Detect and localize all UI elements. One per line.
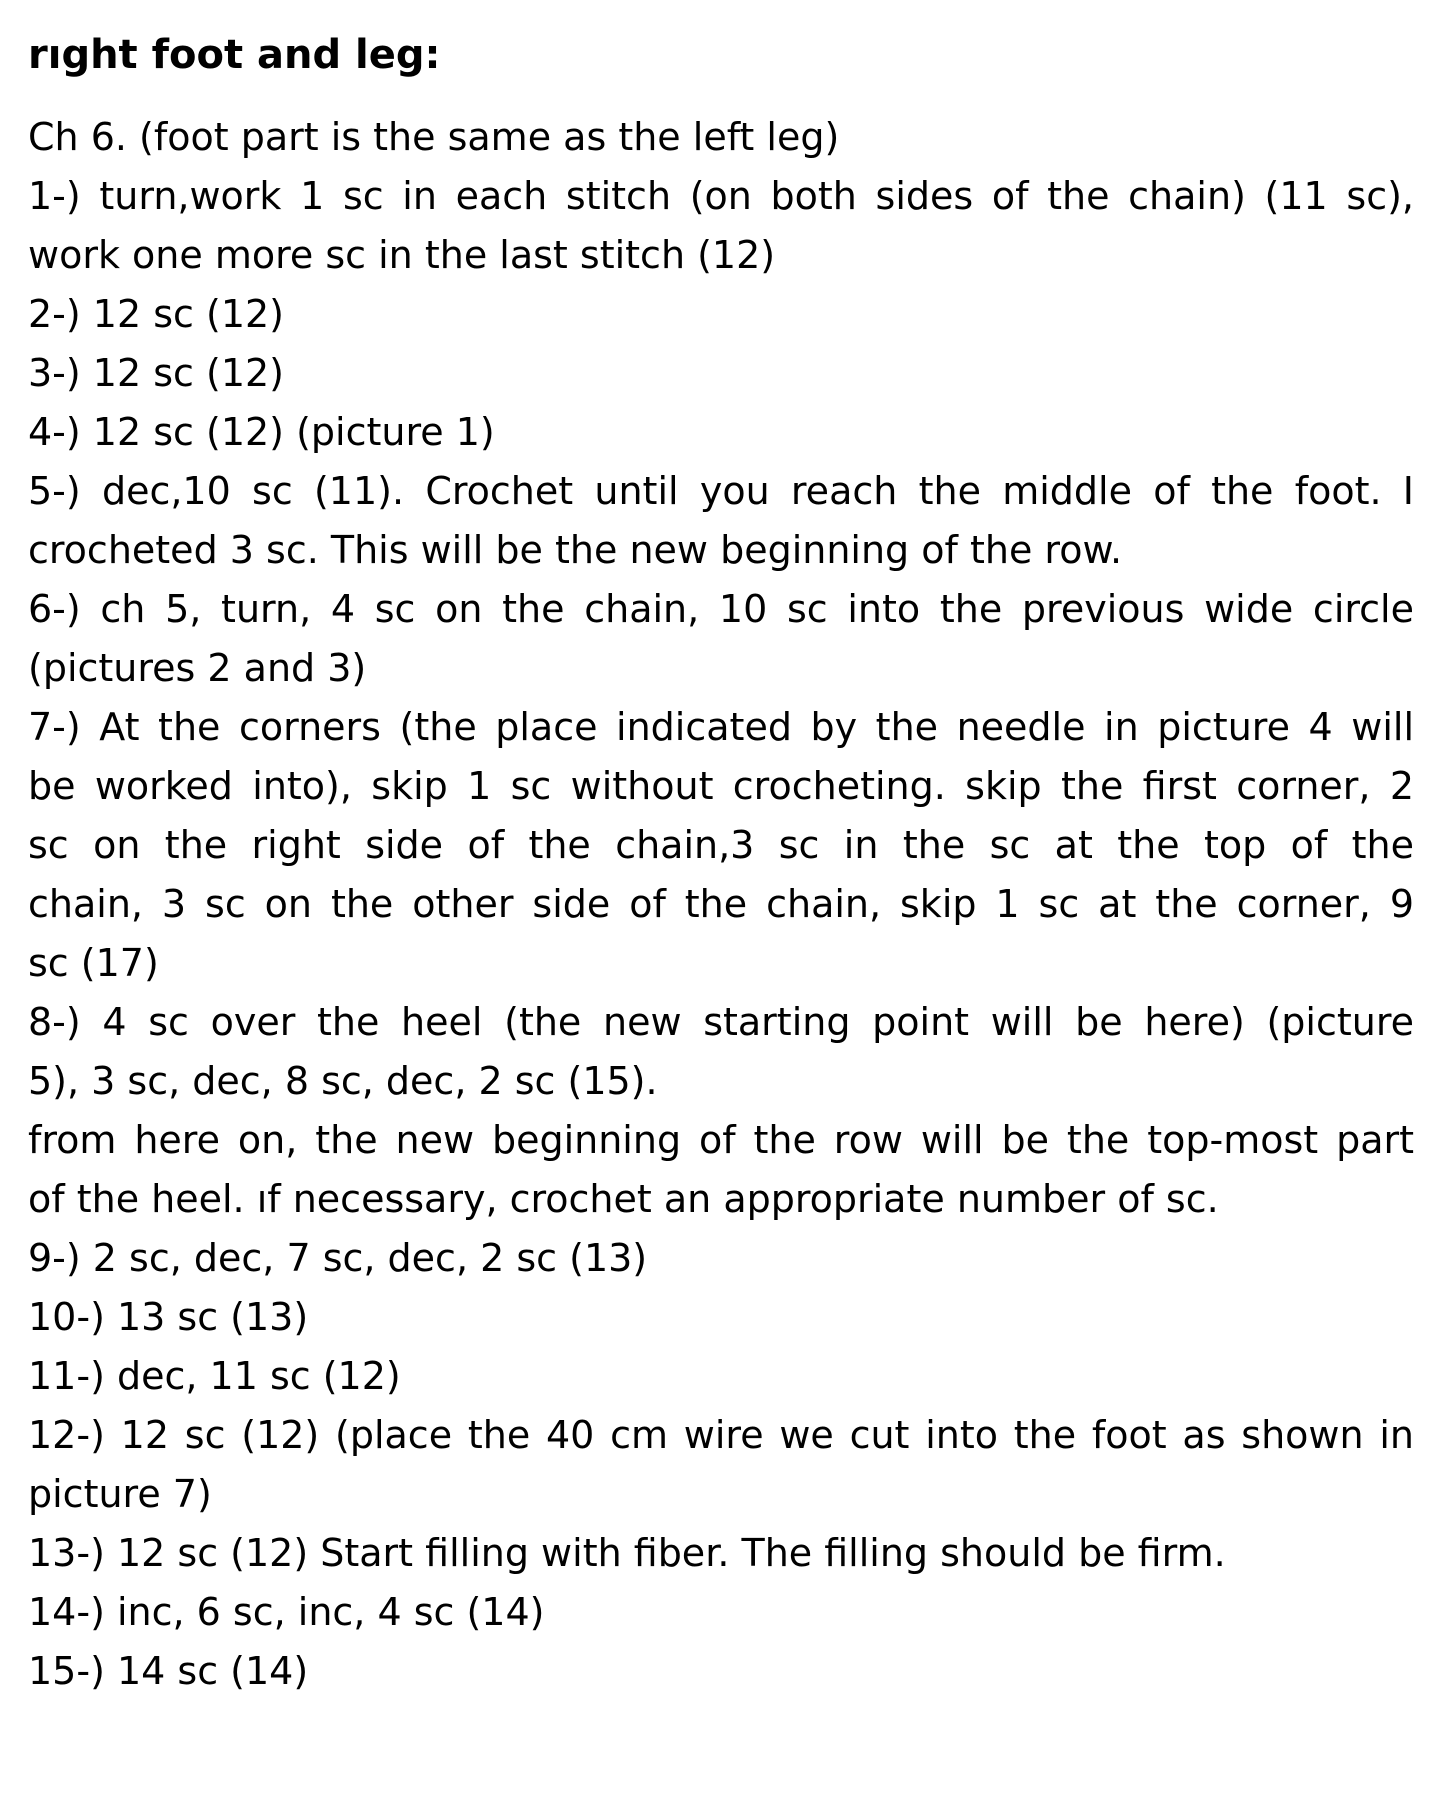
instruction-line: 3-) 12 sc (12) [28, 351, 284, 395]
instruction-line: work one more sc in the last stitch (12) [28, 233, 776, 277]
instruction-line: (pictures 2 and 3) [28, 646, 367, 690]
instruction-line: 5-) dec,10 sc (11). Crochet until you reach the middle of the foot. I [28, 469, 1414, 513]
instruction-line: 1-) turn,work 1 sc in each stitch (on both sides of the chain) (11 sc), [28, 174, 1414, 218]
instructions-body [28, 108, 1414, 1701]
instruction-line: sc (17) [28, 941, 159, 985]
instruction-line: 15-) 14 sc (14) [28, 1649, 309, 1693]
instruction-line: from here on, the new beginning of the row will be the top-most part [28, 1118, 1414, 1162]
instruction-line: 7-) At the corners (the place indicated by the needle in picture 4 will [28, 705, 1414, 749]
instruction-line: 8-) 4 sc over the heel (the new starting point will be here) (picture [28, 1000, 1414, 1044]
instruction-line: 2-) 12 sc (12) [28, 292, 284, 336]
instruction-line: 6-) ch 5, turn, 4 sc on the chain, 10 sc into the previous wide circle [28, 587, 1414, 631]
instruction-line: be worked into), skip 1 sc without crocheting. skip the first corner, 2 [28, 764, 1414, 808]
instruction-line: 14-) inc, 6 sc, inc, 4 sc (14) [28, 1590, 545, 1634]
instruction-line: 12-) 12 sc (12) (place the 40 cm wire we cut into the foot as shown in [28, 1413, 1414, 1457]
instruction-line: sc on the right side of the chain,3 sc in the sc at the top of the [28, 823, 1414, 867]
instruction-line: 4-) 12 sc (12) (picture 1) [28, 410, 495, 454]
instruction-line: crocheted 3 sc. This will be the new beginning of the row. [28, 528, 1123, 572]
section-heading: rıght foot and leg: [28, 32, 441, 78]
instruction-line: 9-) 2 sc, dec, 7 sc, dec, 2 sc (13) [28, 1236, 648, 1280]
document-page [28, 24, 1414, 1701]
instruction-line: chain, 3 sc on the other side of the chain, skip 1 sc at the corner, 9 [28, 882, 1414, 926]
instruction-line: 5), 3 sc, dec, 8 sc, dec, 2 sc (15). [28, 1059, 658, 1103]
instruction-line: 10-) 13 sc (13) [28, 1295, 309, 1339]
instruction-line: 11-) dec, 11 sc (12) [28, 1354, 401, 1398]
instruction-line: of the heel. ıf necessary, crochet an appropriate number of sc. [28, 1177, 1219, 1221]
instruction-line: Ch 6. (foot part is the same as the left leg) [28, 115, 840, 159]
instruction-line: picture 7) [28, 1472, 212, 1516]
instruction-line: 13-) 12 sc (12) Start filling with fiber. The filling should be firm. [28, 1531, 1226, 1575]
